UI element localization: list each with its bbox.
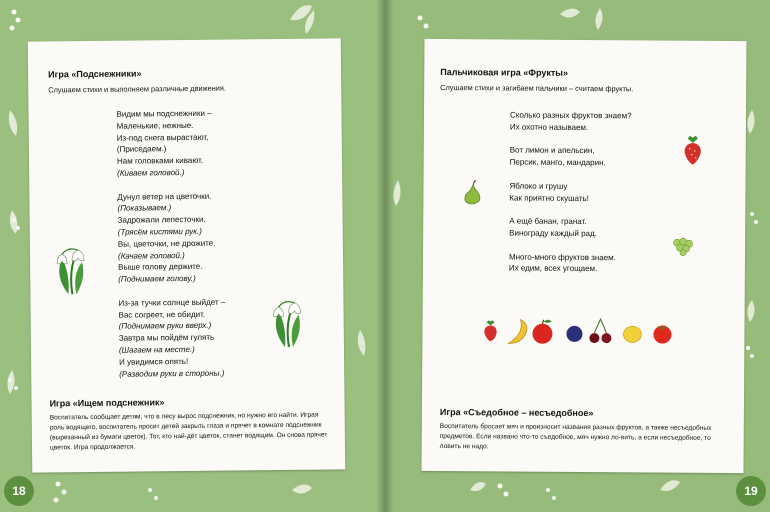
poem-line: И увидимся опять! [119, 356, 189, 367]
poem-line: Персик, манго, мандарин. [509, 157, 606, 168]
page-number-left: 18 [4, 476, 34, 506]
strawberry-icon [682, 133, 704, 167]
poem-line: Выше голову держите. [118, 262, 203, 273]
poem-line: (Приседаем.) [116, 144, 167, 155]
poem-line: (Показываем.) [117, 203, 172, 214]
fruits-poem [509, 109, 632, 275]
game-description-find-snowdrop: Воспитатель сообщает детям, что в лесу вырос подснежник, но нужно его найти. Играя роль водящего, воспитатель просит детей закрыть глаза и прячет в комнате подснежник (вырезанный из бумаги цветок). Тот, кто най-дёт цветок, станет водящим. Он снова прячет цветок. Игра продолжается. [49, 411, 328, 452]
poem-line: Винограду каждый рад. [509, 228, 597, 239]
poem-line: Много-много фруктов знаем. [508, 252, 616, 262]
poem-line: Сколько разных фруктов знаем? [509, 110, 632, 121]
banana-icon [508, 319, 527, 343]
poem-line: Их охотно называем. [509, 122, 589, 132]
poem-line: (Поднимаем руки вверх.) [118, 321, 212, 332]
poem-line: Нам головками кивают. [116, 156, 204, 166]
poem-line: Яблоко и грушу [509, 181, 568, 191]
game-title-find-snowdrop: Игра «Ищем подснежник» [49, 397, 165, 409]
poem-line: (Киваем головой.) [117, 168, 185, 178]
poem-line: Вы, цветочки, не дрожите. [117, 238, 216, 249]
poem-line: (Шагаем на месте.) [118, 344, 195, 355]
poem-line: Маленькие, нежные. [116, 120, 194, 131]
poem-line: (Трясём кистями рук.) [117, 226, 202, 237]
snowdrop-poem [116, 108, 226, 380]
poem-line: А ещё банан, гранат. [509, 216, 587, 227]
poem-line: Их едим, всех угощаем. [508, 263, 598, 274]
poem-line: Видим мы подснежники – [116, 108, 212, 119]
apple-icon [532, 320, 552, 344]
poem-line: Как приятно скушать! [509, 193, 589, 203]
poem-line: Завтра мы пойдём гулять [118, 332, 215, 343]
poem-line: Вас согреет, не обидит. [118, 309, 206, 320]
pear-icon [461, 179, 485, 205]
left-card [28, 38, 345, 472]
poem-line: (Качаем головой.) [117, 250, 185, 261]
fruit-row [482, 315, 682, 348]
game-intro-fruits: Слушаем стихи и загибаем пальчики – считаем фрукты. [440, 82, 634, 94]
right-card [421, 39, 746, 473]
snowdrop-flower-icon [268, 289, 309, 349]
tomato-icon [653, 325, 671, 343]
poem-line: Задрожали лепесточки. [117, 214, 206, 225]
poem-line: Дунул ветер на цветочки. [117, 191, 212, 202]
snowdrop-flower-icon [52, 236, 93, 296]
strawberry-icon [484, 320, 496, 341]
game-title-snowdrops: Игра «Подснежники» [48, 68, 142, 80]
cherries-icon [589, 319, 611, 343]
poem-line: Вот лимон и апельсин, [509, 145, 595, 156]
game-intro-snowdrops: Слушаем стихи и выполняем различные движения. [48, 83, 227, 95]
lemon-icon [623, 326, 641, 342]
game-title-fruits: Пальчиковая игра «Фрукты» [440, 66, 569, 78]
poem-line: (Поднимаем голову.) [118, 274, 196, 284]
book-gutter [376, 0, 394, 512]
poem-line: Из-за тучки солнце выйдет – [118, 297, 226, 308]
plum-icon [566, 326, 582, 342]
game-description-edible: Воспитатель бросает мяч и произносит названия разных фруктов, а также несъедобных предметов. Если названо что-то съедобное, мяч нужно ло-вить, а если несъедобное, то ловить не надо. [439, 422, 712, 451]
game-title-edible: Игра «Съедобное – несъедобное» [439, 406, 594, 419]
page-number-right: 19 [736, 476, 766, 506]
grapes-icon [669, 235, 695, 257]
poem-line: Из-под снега вырастают, [116, 132, 209, 143]
poem-line: (Разводим руки в стороны.) [119, 368, 225, 379]
